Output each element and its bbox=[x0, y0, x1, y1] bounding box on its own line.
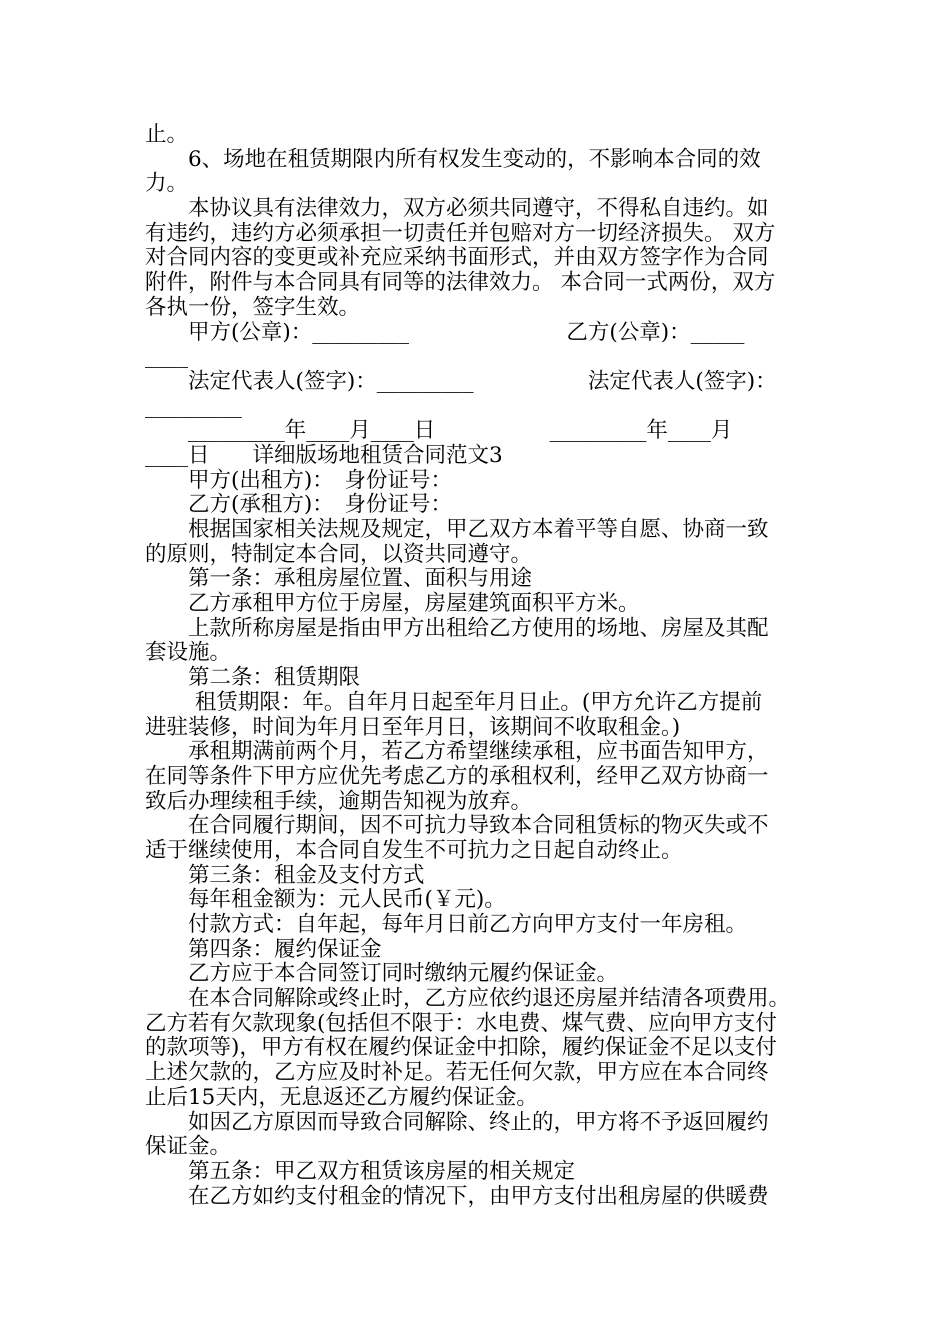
document-line: 如因乙方原因而导致合同解除、终止的，甲方将不予返回履约 bbox=[145, 1109, 769, 1135]
document-line: 乙方应于本合同签订同时缴纳元履约保证金。 bbox=[145, 961, 619, 987]
document-line: 的款项等)，甲方有权在履约保证金中扣除，履约保证金不足以支付 bbox=[145, 1035, 777, 1061]
document-line: 套设施。 bbox=[145, 640, 232, 666]
document-line: 根据国家相关法规及规定，甲乙双方本着平等自愿、协商一致 bbox=[145, 517, 769, 542]
document-line: 乙方(承租方)： 身份证号： bbox=[145, 492, 453, 518]
document-line: 第二条：租赁期限 bbox=[145, 665, 361, 691]
document-line: 租赁期限：年。自年月日起至年月日止。(甲方允许乙方提前 bbox=[145, 689, 763, 715]
document-line: 各执一份，签字生效。 bbox=[145, 294, 361, 320]
document-line: 对合同内容的变更或补充应采纳书面形式，并由双方签字作为合同 bbox=[145, 245, 769, 271]
document-line: 有违约，违约方必须承担一切责任并包赔对方一切经济损失。 双方 bbox=[145, 220, 776, 246]
document-line: 适于继续使用，本合同自发生不可抗力之日起自动终止。 bbox=[145, 837, 683, 863]
document-line: 第三条：租金及支付方式 bbox=[145, 862, 425, 888]
document-line: 附件，附件与本合同具有同等的法律效力。 本合同一式两份，双方 bbox=[145, 270, 776, 296]
document-line: 上款所称房屋是指由甲方出租给乙方使用的场地、房屋及其配 bbox=[145, 615, 769, 641]
document-line: 付款方式：自年起，每年月日前乙方向甲方支付一年房租。 bbox=[145, 912, 748, 937]
document-line: 在合同履行期间，因不可抗力导致本合同租赁标的物灭失或不 bbox=[145, 813, 769, 839]
document-line: 止。 bbox=[145, 122, 189, 147]
document-line: 上述欠款的，乙方应及时补足。若无任何欠款，甲方应在本合同终 bbox=[145, 1060, 769, 1086]
document-line: 承租期满前两个月，若乙方希望继续承租，应书面告知甲方， bbox=[145, 739, 769, 765]
document-line: 甲方(公章)：_________ 乙方(公章)：_____ bbox=[145, 319, 745, 345]
document-body bbox=[145, 123, 813, 1209]
document-line: 本协议具有法律效力，双方必须共同遵守，不得私自违约。如 bbox=[145, 196, 769, 222]
document-line: 每年租金额为：元人民币(￥元)。 bbox=[145, 887, 506, 913]
document-line: 进驻装修，时间为年月日至年月日，该期间不收取租金。) bbox=[145, 714, 681, 740]
document-line: 第四条：履约保证金 bbox=[145, 936, 382, 962]
document-line: ____ bbox=[145, 344, 188, 370]
document-line: 在本合同解除或终止时，乙方应依约退还房屋并结清各项费用。 bbox=[145, 986, 791, 1012]
document-line: 致后办理续租手续，逾期告知视为放弃。 bbox=[145, 788, 533, 814]
document-line: 保证金。 bbox=[145, 1134, 232, 1160]
document-line: 法定代表人(签字)：_________ 法定代表人(签字)： bbox=[145, 368, 777, 394]
document-line: ____日 详细版场地租赁合同范文3 bbox=[145, 442, 503, 468]
document-line: _________ bbox=[145, 393, 242, 419]
document-line: 第五条：甲乙双方租赁该房屋的相关规定 bbox=[145, 1158, 576, 1184]
document-line: 乙方若有欠款现象(包括但不限于：水电费、煤气费、应向甲方支付 bbox=[145, 1010, 777, 1036]
document-line: 乙方承租甲方位于房屋，房屋建筑面积平方米。 bbox=[145, 591, 640, 617]
document-line: 6、场地在租赁期限内所有权发生变动的，不影响本合同的效 bbox=[145, 146, 761, 172]
document-line: 力。 bbox=[145, 171, 189, 197]
document-line: 第一条：承租房屋位置、面积与用途 bbox=[145, 566, 533, 592]
document-line: 甲方(出租方)： 身份证号： bbox=[145, 467, 453, 493]
document-line: 止后15天内，无息返还乙方履约保证金。 bbox=[145, 1084, 538, 1110]
document-line: 的原则，特制定本合同，以资共同遵守。 bbox=[145, 541, 533, 567]
document-line: 在同等条件下甲方应优先考虑乙方的承租权利，经甲乙双方协商一 bbox=[145, 763, 769, 789]
document-line: 在乙方如约支付租金的情况下，由甲方支付出租房屋的供暖费 bbox=[145, 1183, 769, 1209]
document-line: _________年____月____日 _________年____月 bbox=[145, 418, 733, 444]
